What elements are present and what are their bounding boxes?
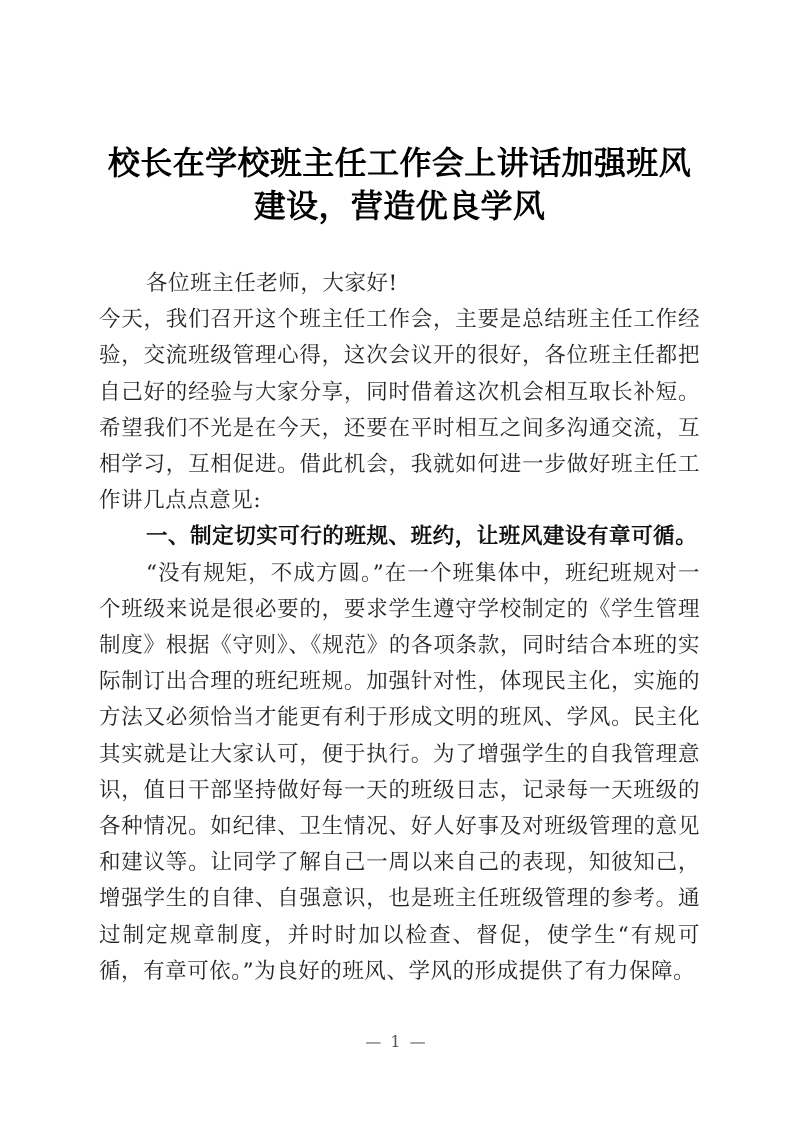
section-heading-one: 一、制定切实可行的班规、班约，让班风建设有章可循。 <box>146 524 698 550</box>
title-spacer <box>99 228 700 266</box>
page-title: 校长在学校班主任工作会上讲话加强班风建设，营造优良学风 <box>107 144 692 225</box>
paragraph-greeting: 各位班主任老师，大家好! <box>146 271 398 296</box>
paragraph-opening: 今天，我们召开这个班主任工作会，主要是总结班主任工作经验，交流班级管理心得，这次会议开的很好，各位班主任都把自己好的经验与大家分享，同时借着这次机会相互取长补短。希望我们不光是在今天，还要在平时相互之间多沟通交流，互相学习，互相促进。借此机会，我就如何进一步做好班主任工作讲几点点意见: <box>99 307 700 514</box>
document-body <box>99 0 700 990</box>
paragraph-section-one-body: “没有规矩，不成方圆。”在一个班集体中，班纪班规对一个班级来说是很必要的，要求学生遵守学校制定的《学生管理制度》根据《守则》、《规范》的各项条款，同时结合本班的实际制订出合理的班纪班规。加强针对性，体现民主化，实施的方法又必须恰当才能更有利于形成文明的班风、学风。民主化其实就是让大家认可，便于执行。为了增强学生的自我管理意识，值日干部坚持做好每一天的班级日志，记录每一天班级的各种情况。如纪律、卫生情况、好人好事及对班级管理的意见和建议等。让同学了解自己一周以来自己的表现，知彼知己，增强学生的自律、自强意识，也是班主任班级管理的参考。通过制定规章制度，并时时加以检查、督促，使学生“有规可循，有章可依。”为良好的班风、学风的形成提供了有力保障。 <box>99 560 700 984</box>
page-number-footer: — 1 — <box>365 1032 428 1051</box>
